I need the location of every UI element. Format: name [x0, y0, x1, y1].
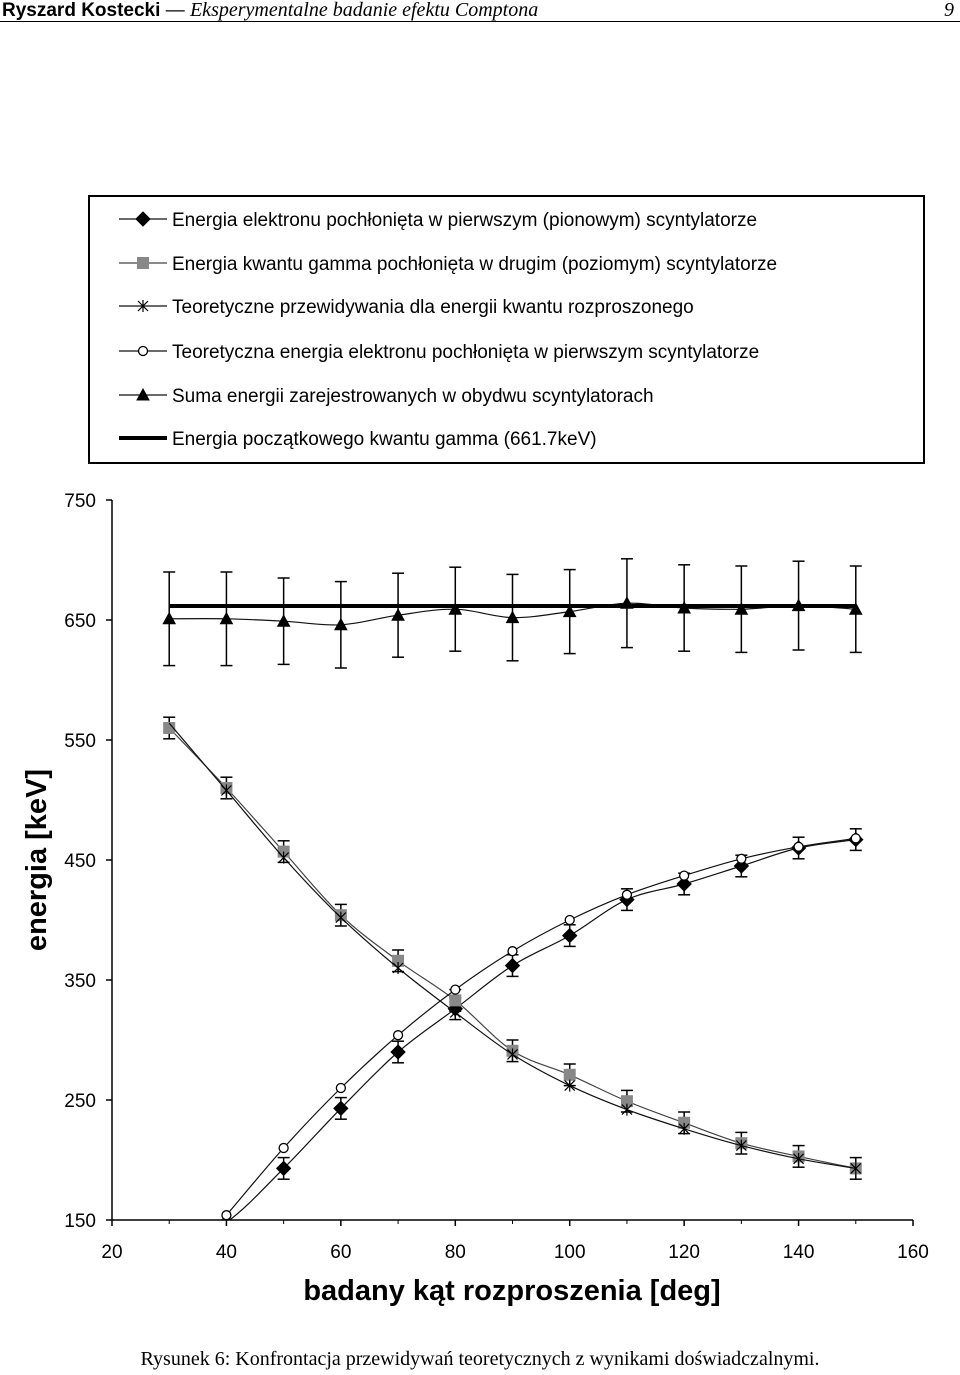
legend-marker [138, 258, 149, 269]
y-tick-label: 250 [64, 1091, 96, 1112]
data-point [565, 916, 574, 925]
legend-item [119, 429, 597, 450]
legend-item [119, 342, 759, 363]
y-tick-label: 550 [64, 731, 96, 752]
x-tick-label: 20 [101, 1242, 123, 1263]
y-tick-label: 450 [64, 851, 96, 872]
x-tick-label: 120 [668, 1242, 700, 1263]
data-point [622, 890, 631, 899]
x-tick-label: 160 [897, 1242, 929, 1263]
legend-label: Teoretyczna energia elektronu pochłonięta w pierwszym scyntylatorze [172, 342, 760, 363]
data-point [622, 1104, 632, 1116]
series-line [169, 723, 856, 1168]
y-axis-title: energia [keV] [21, 768, 53, 952]
legend-box [89, 196, 924, 463]
data-point [508, 947, 517, 956]
data-point [336, 1084, 345, 1093]
legend-marker [139, 347, 148, 356]
legend-item [119, 297, 694, 318]
figure-caption: Rysunek 6: Konfrontacja przewidywań teoretycznych z wynikami doświadczalnymi. [140, 1348, 820, 1370]
legend-label: Teoretyczne przewidywania dla energii kwantu rozproszonego [172, 297, 694, 318]
legend-item [119, 254, 777, 275]
legend-label: Energia początkowego kwantu gamma (661.7keV) [172, 429, 597, 450]
x-tick-label: 80 [444, 1242, 466, 1263]
page-number: 9 [944, 0, 954, 21]
y-tick-label: 350 [64, 971, 96, 992]
document-title: Eksperymentalne badanie efektu Comptona [189, 0, 539, 21]
x-tick-label: 60 [330, 1242, 352, 1263]
author-name: Ryszard Kostecki [2, 0, 161, 21]
plot-area [64, 491, 929, 1282]
data-point [393, 962, 403, 974]
series-4 [163, 559, 862, 668]
data-point [851, 834, 860, 843]
data-point [794, 842, 803, 851]
legend-item [119, 386, 654, 407]
data-point [222, 1211, 231, 1220]
data-point [506, 959, 520, 973]
series-layer [163, 559, 863, 1283]
legend-item [119, 210, 757, 231]
data-point [279, 1144, 288, 1153]
y-tick-label: 150 [64, 1211, 96, 1232]
legend-label: Energia elektronu pochłonięta w pierwszym (pionowym) scyntylatorze [172, 210, 758, 231]
x-axis-title: badany kąt rozproszenia [deg] [303, 1275, 721, 1307]
data-point [680, 871, 689, 880]
data-point [394, 1031, 403, 1040]
data-point [450, 995, 461, 1006]
x-tick-label: 40 [215, 1242, 237, 1263]
header-separator: — [165, 0, 185, 21]
legend-label: Energia kwantu gamma pochłonięta w drugim (poziomym) scyntylatorze [172, 254, 778, 275]
legend-label: Suma energii zarejestrowanych w obydwu scyntylatorach [172, 386, 654, 407]
x-tick-label: 100 [553, 1242, 586, 1263]
data-point [563, 929, 577, 943]
y-tick-label: 650 [64, 611, 96, 632]
x-tick-label: 140 [782, 1242, 815, 1263]
data-point [564, 1069, 575, 1080]
data-point [737, 854, 746, 863]
series-3 [169, 834, 860, 1283]
data-point [451, 985, 460, 994]
y-tick-label: 750 [64, 491, 96, 512]
